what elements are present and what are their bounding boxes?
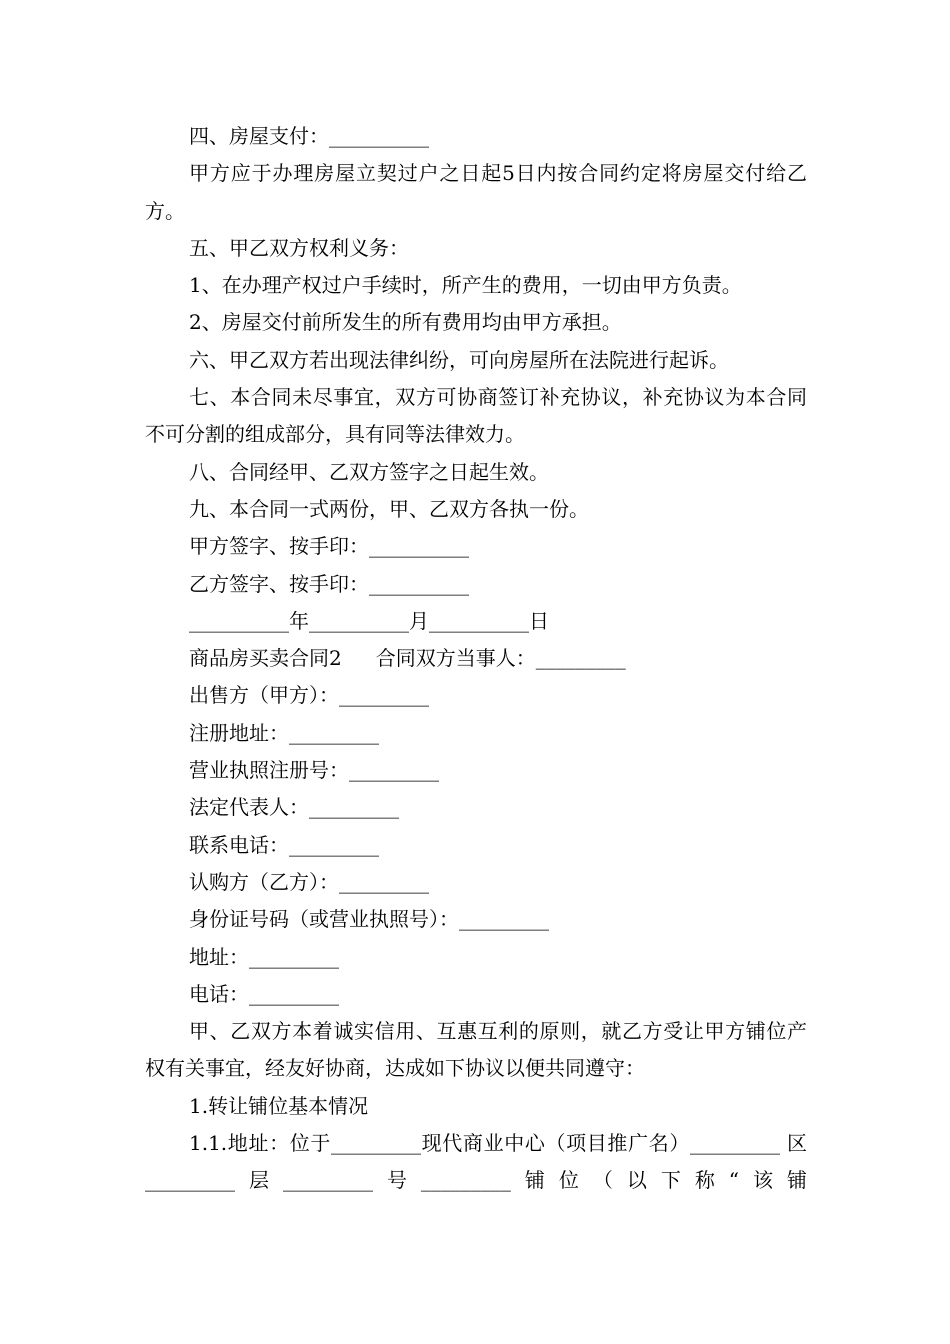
section-1-heading: 1.转让铺位基本情况 [189, 1093, 369, 1118]
party-b-signature: 乙方签字、按手印：__________ [189, 571, 469, 596]
clause-8-effective: 八、合同经甲、乙双方签字之日起生效。 [189, 459, 549, 484]
legal-representative-field: 法定代表人：_________ [189, 795, 399, 820]
contract-2-parties: 合同双方当事人：_________ [375, 646, 626, 671]
section-1-1-line-2: 区_________层_________号_________铺位（以下称“该铺 [145, 1131, 807, 1193]
business-license-field: 营业执照注册号：_________ [189, 758, 439, 783]
section-1-1-line-1: 1.1.地址：位于_________现代商业中心（项目推广名）_________ [189, 1131, 780, 1156]
registered-address-field: 注册地址：_________ [189, 720, 379, 745]
section-1-1-address [145, 1125, 807, 1200]
clause-5-rights-obligations: 五、甲乙双方权利义务： [189, 235, 409, 260]
delivery-terms: 甲方应于办理房屋立契过户之日起5日内按合同约定将房屋交付给乙方。 [145, 161, 807, 223]
obligation-2: 2、房屋交付前所发生的所有费用均由甲方承担。 [189, 310, 622, 335]
phone-field: 电话：_________ [189, 981, 339, 1006]
seller-field: 出售方（甲方）：_________ [189, 683, 429, 708]
clause-6-disputes: 六、甲乙双方若出现法律纠纷，可向房屋所在法院进行起诉。 [189, 347, 729, 372]
document-body [145, 118, 807, 1200]
signing-date: __________年__________月__________日 [189, 608, 549, 633]
party-a-signature: 甲方签字、按手印：__________ [189, 534, 469, 559]
address-field: 地址：_________ [189, 944, 339, 969]
id-number-field: 身份证号码（或营业执照号）：_________ [189, 907, 549, 932]
clause-9-copies: 九、本合同一式两份，甲、乙双方各执一份。 [189, 496, 589, 521]
obligation-1: 1、在办理产权过户手续时，所产生的费用，一切由甲方负责。 [189, 273, 742, 298]
clause-7-supplementary: 七、本合同未尽事宜，双方可协商签订补充协议，补充协议为本合同不可分割的组成部分，具有同等法律效力。 [145, 385, 807, 447]
agreement-intro: 甲、乙双方本着诚实信用、互惠互利的原则，就乙方受让甲方铺位产权有关事宜，经友好协商，达成如下协议以便共同遵守： [145, 1019, 807, 1081]
contract-2-title: 商品房买卖合同2 [189, 646, 342, 671]
clause-4-house-delivery: 四、房屋支付：__________ [189, 124, 429, 148]
contact-phone-field: 联系电话：_________ [189, 832, 379, 857]
contract-2-heading [145, 640, 807, 677]
buyer-field: 认购方（乙方）：_________ [189, 869, 429, 894]
